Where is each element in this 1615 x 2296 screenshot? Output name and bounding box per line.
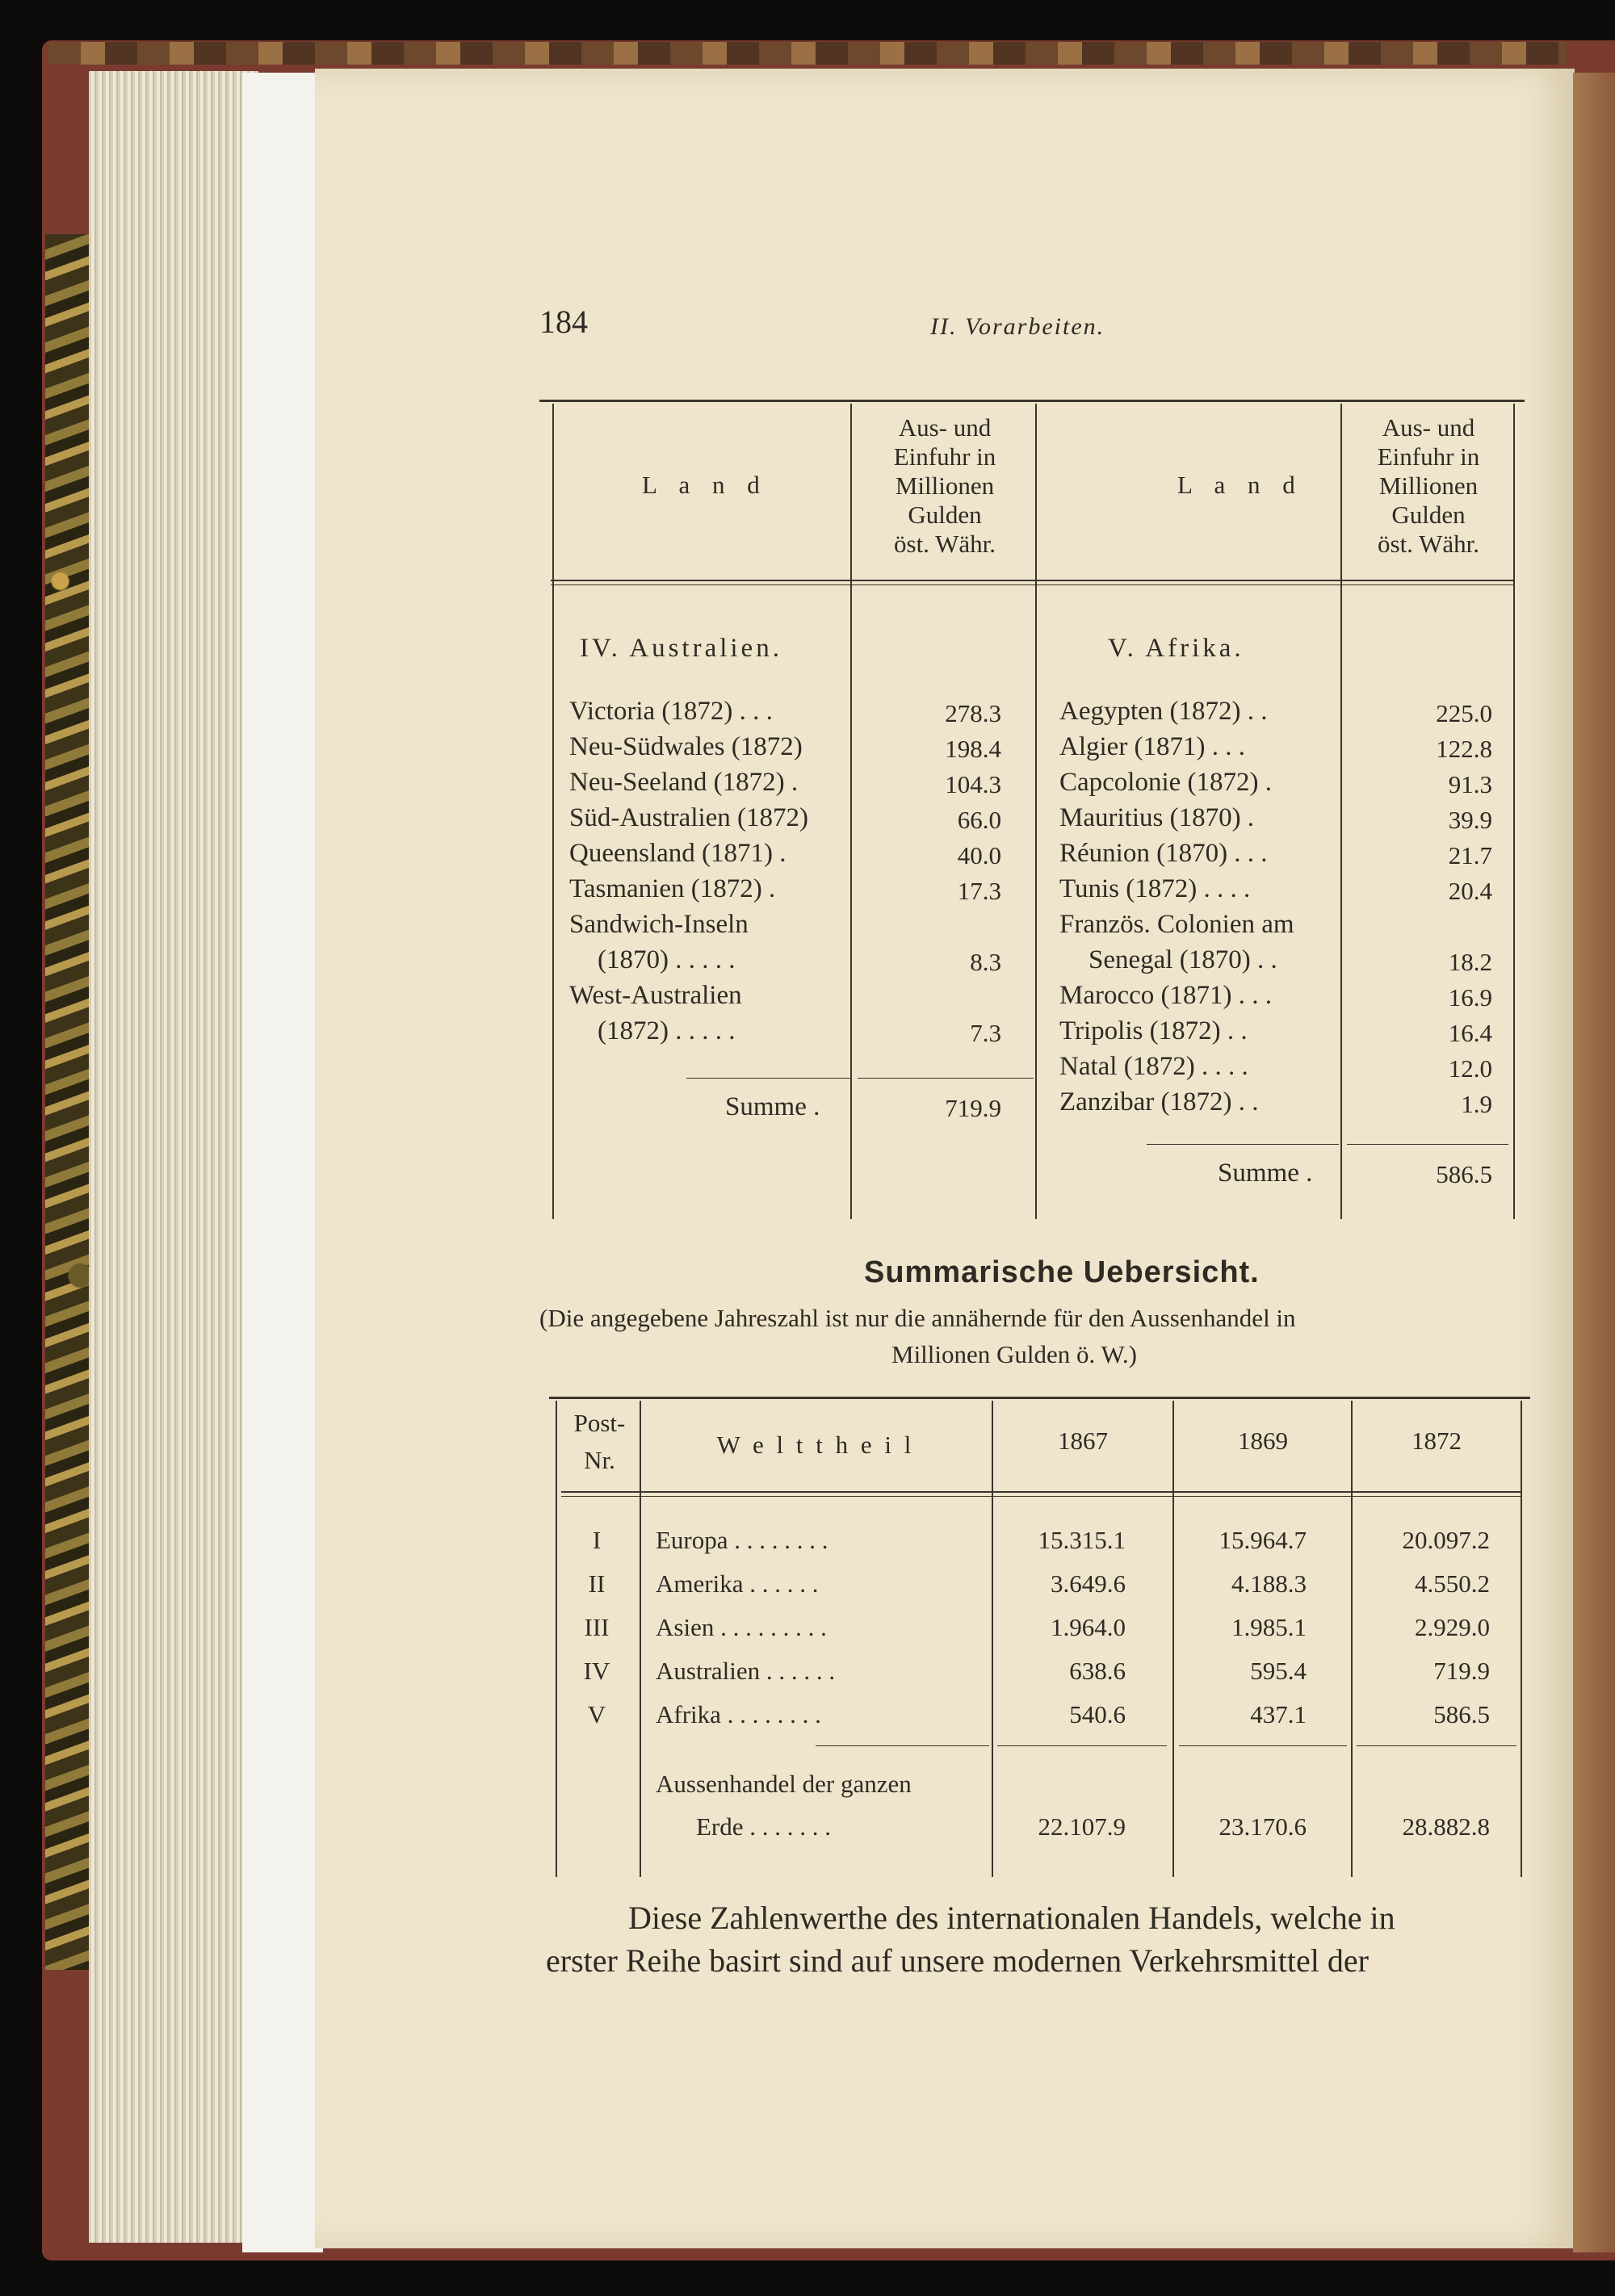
table1-col-divider-1: [850, 404, 852, 1219]
list-item-value: 20.4: [1448, 877, 1492, 905]
table2-col-1872: 1872: [1412, 1427, 1462, 1455]
table-row-1867: 540.6: [1069, 1700, 1126, 1728]
total-1867: 22.107.9: [1038, 1812, 1126, 1841]
header-line: Einfuhr in: [1377, 442, 1480, 471]
list-item-value: 198.4: [945, 735, 1001, 763]
list-item-name: Queensland (1871) .: [569, 839, 787, 868]
table2-top-rule: [549, 1397, 1530, 1399]
table2-col-post-nr: [561, 1409, 638, 1475]
book-top-edge: [48, 42, 1567, 65]
table2-header-rule-2: [561, 1496, 1521, 1497]
table2-total-rule-1867: [997, 1745, 1167, 1746]
list-item-name: Mauritius (1870) .: [1059, 803, 1255, 832]
list-item-value: 16.9: [1448, 983, 1492, 1012]
total-label-line2: Erde . . . . . . .: [696, 1812, 832, 1841]
table-row-nr: III: [584, 1613, 610, 1641]
list-item-name: Tunis (1872) . . . .: [1059, 874, 1251, 903]
table1-col-land-right: L a n d: [1177, 471, 1303, 499]
table2-col-1869: 1869: [1238, 1427, 1288, 1455]
list-item-value: 12.0: [1448, 1054, 1492, 1083]
table-row-1867: 1.964.0: [1051, 1613, 1126, 1641]
header-line: Post-: [573, 1409, 626, 1437]
table1-col-divider-2: [1035, 404, 1037, 1219]
page-number: 184: [539, 304, 588, 340]
header-line: Gulden: [1391, 501, 1466, 529]
list-item-value: 17.3: [957, 877, 1001, 905]
header-line: Einfuhr in: [893, 442, 996, 471]
list-item-value: 225.0: [1436, 699, 1492, 727]
table1-col-divider-3: [1340, 404, 1342, 1219]
table-row-nr: IV: [583, 1657, 610, 1685]
summary-title: Summarische Uebersicht.: [864, 1255, 1260, 1289]
book-right-edge: [1573, 73, 1615, 2252]
table2-header-rule: [561, 1491, 1521, 1493]
table1-col-value-left: [856, 413, 1034, 559]
list-item-name: Tripolis (1872) . .: [1059, 1016, 1248, 1045]
table2-col-weltheil: W e l t t h e i l: [716, 1431, 915, 1459]
table2-col-divider-3: [1172, 1401, 1174, 1877]
header-line: Nr.: [584, 1446, 615, 1474]
table-row-1872: 4.550.2: [1415, 1569, 1490, 1598]
table-row-1872: 20.097.2: [1402, 1526, 1490, 1554]
list-item-name: Natal (1872) . . . .: [1059, 1052, 1248, 1081]
table1-header-rule-2: [551, 584, 1513, 585]
list-item-value: 122.8: [1436, 735, 1492, 763]
list-item-name: Zanzibar (1872) . .: [1059, 1087, 1259, 1117]
table2-col-divider-2: [992, 1401, 993, 1877]
list-item-name: Senegal (1870) . .: [1089, 945, 1277, 974]
table1-col-land-left: L a n d: [642, 471, 768, 499]
section-afrika: V. Afrika.: [1108, 634, 1244, 663]
header-line: Millionen: [895, 471, 995, 500]
sum-value-afrika: 586.5: [1436, 1160, 1492, 1188]
table-row-1869: 15.964.7: [1219, 1526, 1307, 1554]
table-row-1867: 638.6: [1069, 1657, 1126, 1685]
total-label-line1: Aussenhandel der ganzen: [656, 1770, 912, 1798]
table-row-name: Europa . . . . . . . .: [656, 1526, 828, 1554]
table1-top-rule: [539, 400, 1525, 402]
body-text-line2: erster Reihe basirt sind auf unsere modernen Verkehrsmittel der: [546, 1942, 1369, 1979]
list-item-value: 1.9: [1461, 1090, 1492, 1118]
list-item-name: Algier (1871) . . .: [1059, 732, 1246, 761]
list-item-name: Französ. Colonien am: [1059, 910, 1294, 939]
table1-col-value-right: [1345, 413, 1512, 559]
table-row-name: Asien . . . . . . . . .: [656, 1613, 827, 1641]
table-row-1869: 595.4: [1250, 1657, 1307, 1685]
header-line: Gulden: [908, 501, 982, 529]
table1-border-right: [1513, 404, 1515, 1219]
table-row-nr: V: [587, 1700, 606, 1728]
list-item-name: Neu-Südwales (1872): [569, 732, 803, 761]
table-row-1869: 1.985.1: [1231, 1613, 1307, 1641]
list-item-value: 40.0: [957, 841, 1001, 869]
table2-col-divider-4: [1351, 1401, 1353, 1877]
sum-label-afrika: Summe .: [1218, 1158, 1313, 1188]
list-item-value: 8.3: [970, 948, 1001, 976]
sum-label-australien: Summe .: [725, 1092, 820, 1121]
table-row-1872: 2.929.0: [1415, 1613, 1490, 1641]
list-item-value: 278.3: [945, 699, 1001, 727]
list-item-name: (1872) . . . . .: [598, 1016, 736, 1045]
table1-left-sum-rule: [686, 1078, 852, 1079]
header-line: Aus- und: [898, 413, 992, 442]
table2-total-rule-1872: [1357, 1745, 1516, 1746]
table1-right-sum-rule-2: [1347, 1144, 1508, 1145]
list-item-value: 66.0: [957, 806, 1001, 834]
header-line: öst. Währ.: [1378, 530, 1479, 558]
list-item-value: 7.3: [970, 1019, 1001, 1047]
page-margin-strip: [242, 73, 323, 2252]
list-item-name: Réunion (1870) . . .: [1059, 839, 1268, 868]
sum-value-australien: 719.9: [945, 1094, 1001, 1122]
list-item-name: Aegypten (1872) . .: [1059, 697, 1268, 726]
list-item-name: Tasmanien (1872) .: [569, 874, 776, 903]
marbled-edge: [45, 234, 95, 1970]
table1-header-rule: [551, 580, 1513, 581]
table1-right-sum-rule: [1147, 1144, 1339, 1145]
table1-left-sum-rule-2: [858, 1078, 1034, 1079]
table-row-1867: 3.649.6: [1051, 1569, 1126, 1598]
running-head-title: II. Vorarbeiten.: [930, 313, 1105, 340]
list-item-name: Marocco (1871) . . .: [1059, 981, 1273, 1010]
list-item-name: Neu-Seeland (1872) .: [569, 768, 799, 797]
list-item-name: Victoria (1872) . . .: [569, 697, 773, 726]
list-item-value: 21.7: [1448, 841, 1492, 869]
table2-col-divider-1: [640, 1401, 641, 1877]
table2-total-rule-1869: [1179, 1745, 1347, 1746]
list-item-value: 39.9: [1448, 806, 1492, 834]
list-item-name: Capcolonie (1872) .: [1059, 768, 1273, 797]
table-row-name: Australien . . . . . .: [656, 1657, 836, 1685]
header-line: Millionen: [1378, 471, 1479, 500]
list-item-name: (1870) . . . . .: [598, 945, 736, 974]
header-line: öst. Währ.: [894, 530, 996, 558]
total-1869: 23.170.6: [1219, 1812, 1307, 1841]
section-australien: IV. Australien.: [580, 634, 782, 663]
list-item-value: 104.3: [945, 770, 1001, 798]
table2-border-left: [556, 1401, 557, 1877]
table2-border-right: [1521, 1401, 1522, 1877]
table-row-1869: 437.1: [1250, 1700, 1307, 1728]
table2-total-rule: [816, 1745, 989, 1746]
table1-border-left: [552, 404, 554, 1219]
table2-col-1867: 1867: [1058, 1427, 1108, 1455]
summary-note-line1: (Die angegebene Jahreszahl ist nur die annähernde für den Aussenhandel in: [539, 1304, 1296, 1332]
table-row-name: Amerika . . . . . .: [656, 1569, 819, 1598]
list-item-value: 16.4: [1448, 1019, 1492, 1047]
list-item-value: 18.2: [1448, 948, 1492, 976]
table-row-nr: I: [592, 1526, 602, 1554]
table-row-1872: 586.5: [1433, 1700, 1490, 1728]
table-row-name: Afrika . . . . . . . .: [656, 1700, 821, 1728]
list-item-value: 91.3: [1448, 770, 1492, 798]
list-item-name: Sandwich-Inseln: [569, 910, 749, 939]
table-row-1869: 4.188.3: [1231, 1569, 1307, 1598]
header-line: Aus- und: [1382, 413, 1475, 442]
total-1872: 28.882.8: [1402, 1812, 1490, 1841]
table-row-1867: 15.315.1: [1038, 1526, 1126, 1554]
page-stack: [89, 71, 258, 2243]
summary-note-line2: Millionen Gulden ö. W.): [891, 1340, 1137, 1368]
table-row-nr: II: [588, 1569, 606, 1598]
list-item-name: West-Australien: [569, 981, 742, 1010]
table-row-1872: 719.9: [1433, 1657, 1490, 1685]
list-item-name: Süd-Australien (1872): [569, 803, 809, 832]
body-text-line1: Diese Zahlenwerthe des internationalen Handels, welche in: [628, 1900, 1395, 1936]
